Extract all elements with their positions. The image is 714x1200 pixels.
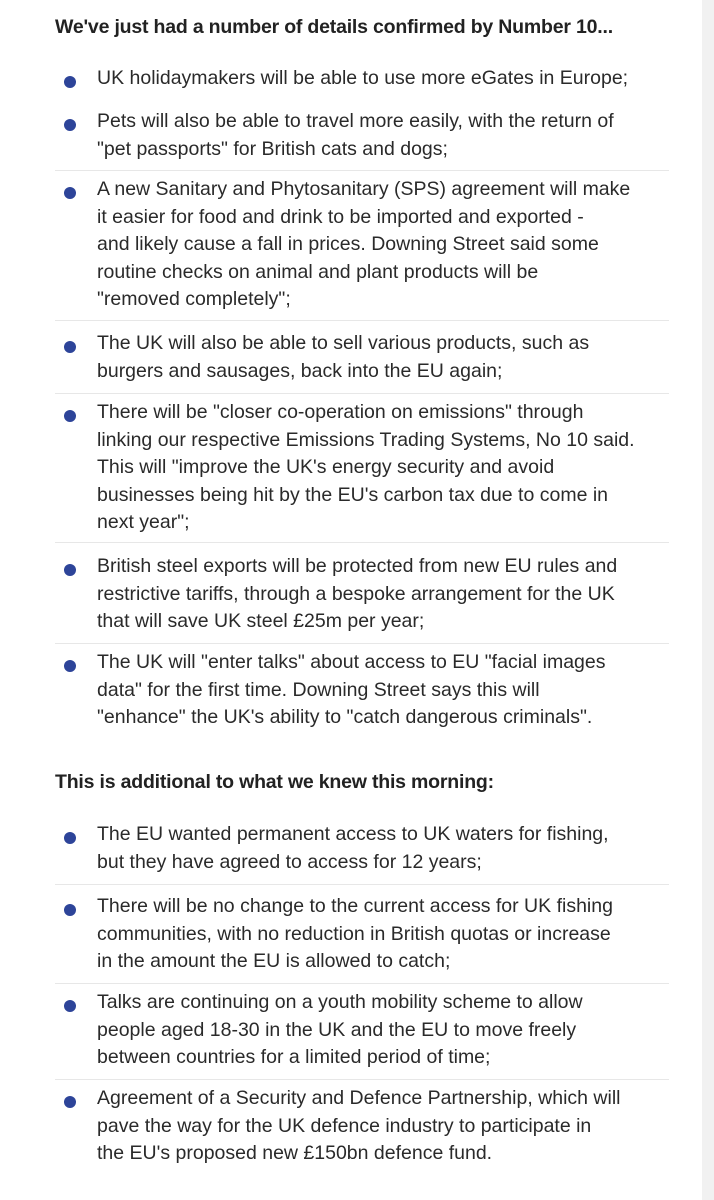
list-item: British steel exports will be protected from new EU rules and restrictive tariffs, through a bespoke arrangement for the UK that will save UK steel £25m per year; [97,553,672,636]
list-item: Talks are continuing on a youth mobility scheme to allow people aged 18-30 in the UK and the EU to move freely between countries for a limited period of time; [97,989,672,1072]
divider [55,393,669,394]
list-item: Pets will also be able to travel more easily, with the return of "pet passports" for British cats and dogs; [97,108,672,163]
divider [55,170,669,171]
bullet-dot-icon [64,904,76,916]
bullet-dot-icon [64,660,76,672]
divider [55,320,669,321]
divider [55,1079,669,1080]
divider [55,542,669,543]
list-item: UK holidaymakers will be able to use more eGates in Europe; [97,65,672,93]
list-item: The UK will "enter talks" about access to EU "facial images data" for the first time. Downing Street says this will "enhance" the UK's ability to "catch dangerous criminals". [97,649,672,732]
divider [55,884,669,885]
bullet-dot-icon [64,410,76,422]
bullet-dot-icon [64,1000,76,1012]
list-item: Agreement of a Security and Defence Partnership, which will pave the way for the UK defence industry to participate in the EU's proposed new £150bn defence fund. [97,1085,672,1168]
bullet-dot-icon [64,187,76,199]
scrollbar-track[interactable] [702,0,714,1200]
bullet-dot-icon [64,341,76,353]
bullet-dot-icon [64,1096,76,1108]
bullet-dot-icon [64,832,76,844]
list-item: A new Sanitary and Phytosanitary (SPS) agreement will make it easier for food and drink to be imported and exported - and likely cause a fall in prices. Downing Street said some routine checks on animal and plant products will be "removed completely"; [97,176,672,314]
bullet-dot-icon [64,119,76,131]
list-item: There will be no change to the current access for UK fishing communities, with no reduction in British quotas or increase in the amount the EU is allowed to catch; [97,893,672,976]
divider [55,983,669,984]
section-heading-confirmed: We've just had a number of details confirmed by Number 10... [55,16,613,38]
divider [55,643,669,644]
section-heading-additional: This is additional to what we knew this morning: [55,771,494,793]
bullet-dot-icon [64,76,76,88]
bullet-dot-icon [64,564,76,576]
list-item: There will be "closer co-operation on emissions" through linking our respective Emissions Trading Systems, No 10 said. This will "improve the UK's energy security and avoid businesses being hit by the EU's carbon tax due to come in next year"; [97,399,672,537]
list-item: The EU wanted permanent access to UK waters for fishing, but they have agreed to access for 12 years; [97,821,672,876]
list-item: The UK will also be able to sell various products, such as burgers and sausages, back into the EU again; [97,330,672,385]
